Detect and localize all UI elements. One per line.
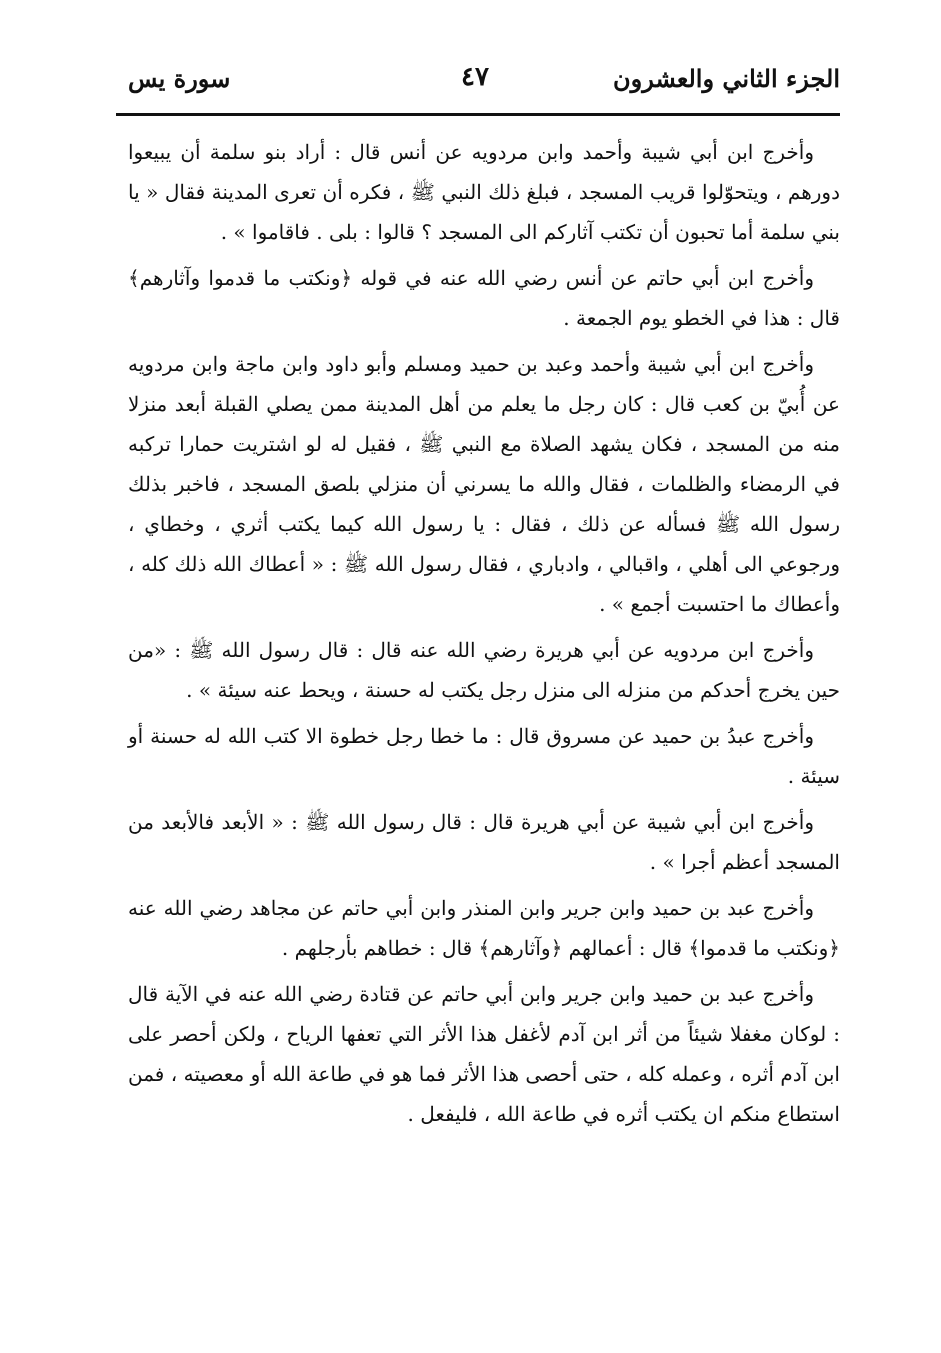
header-rule [116,113,840,116]
page-header [110,58,840,108]
paragraph: وأخرج عبدُ بن حميد عن مسروق قال : ما خطا رجل خطوة الا كتب الله له حسنة أو سيئة . [128,724,840,788]
part-title: الجزء الثاني والعشرون [613,64,840,93]
page-body [128,132,840,1140]
paragraph: وأخرج ابن مردويه عن أبي هريرة رضي الله عنه قال : قال رسول الله ﷺ : «من حين يخرج أحدكم من منزله الى منزل رجل يكتب له حسنة ، ويحط عنه سيئة » . [128,638,840,702]
page-number: ٤٧ [461,62,489,92]
paragraph: وأخرج ابن أبي شيبة عن أبي هريرة قال : قال رسول الله ﷺ : « الأبعد فالأبعد من المسجد أعظم أجرا » . [128,810,840,874]
paragraph: وأخرج ابن أبي شيبة وأحمد وعبد بن حميد ومسلم وأبو داود وابن ماجة وابن مردويه عن أُبيّ بن كعب قال : كان رجل ما يعلم من أهل المدينة ممن يصلي القبلة أبعد منزلا منه من المسجد ، فكان يشهد الصلاة مع النبي ﷺ ، فقيل له لو اشتريت حمارا تركبه في الرمضاء والظلمات ، فقال والله ما يسرني أن منزلي بلصق المسجد ، فاخبر بذلك رسول الله ﷺ فسأله عن ذلك ، فقال : يا رسول الله كيما يكتب أثري ، وخطاي ، ورجوعي الى أهلي ، واقبالي ، وادباري ، فقال رسول الله ﷺ : « أعطاك الله ذلك كله ، وأعطاك ما احتسبت أجمع » . [128,352,840,616]
paragraph: وأخرج ابن أبي حاتم عن أنس رضي الله عنه في قوله ﴿ونكتب ما قدموا وآثارهم﴾ قال : هذا في الخطو يوم الجمعة . [128,266,840,330]
paragraph: وأخرج عبد بن حميد وابن جرير وابن المنذر وابن أبي حاتم عن مجاهد رضي الله عنه ﴿ونكتب ما قدموا﴾ قال : أعمالهم ﴿وآثارهم﴾ قال : خطاهم بأرجلهم . [128,896,840,960]
surah-title: سورة يس [128,64,231,93]
paragraph: وأخرج ابن أبي شيبة وأحمد وابن مردويه عن أنس قال : أراد بنو سلمة أن يبيعوا دورهم ، ويتحوّلوا قريب المسجد ، فبلغ ذلك النبي ﷺ ، فكره أن تعرى المدينة فقال « يا بني سلمة أما تحبون أن تكتب آثاركم الى المسجد ؟ قالوا : بلى . فاقاموا » . [128,140,840,244]
paragraph: وأخرج عبد بن حميد وابن جرير وابن أبي حاتم عن قتادة رضي الله عنه في الآية قال : لوكان مغفلا شيئاً من أثر ابن آدم لأغفل هذا الأثر التي تعفها الرياح ، ولكن أحصر على ابن آدم أثره ، وعمله كله ، حتى أحصى هذا الأثر فما هو في طاعة الله أو معصيته ، فمن استطاع منكم ان يكتب أثره في طاعة الله ، فليفعل . [128,982,840,1126]
